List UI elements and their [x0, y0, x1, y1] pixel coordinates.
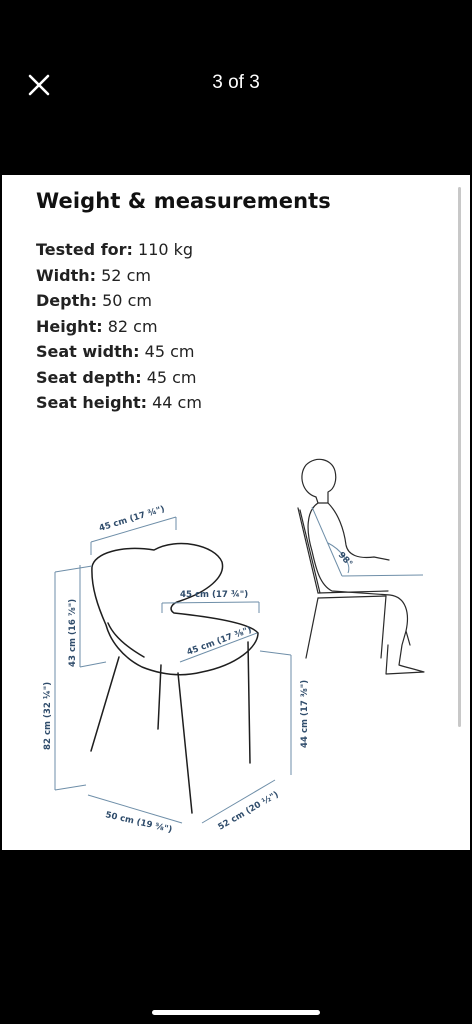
dim-total-height: 82 cm (32 ¼")	[43, 681, 53, 750]
seated-person-illustration	[298, 459, 424, 674]
spec-label: Seat depth:	[36, 367, 142, 387]
spec-seat-depth	[36, 365, 202, 391]
chair-illustration	[91, 544, 258, 813]
dim-back-height: 43 cm (16 ⅞")	[68, 598, 78, 667]
spec-label: Tested for:	[36, 240, 133, 259]
dim-seat-depth: 45 cm (17 ⅜")	[185, 625, 254, 658]
spec-label: Seat width:	[36, 342, 140, 361]
dim-seat-height: 44 cm (17 ⅜")	[300, 679, 310, 748]
spec-seat-width	[36, 339, 202, 365]
panel-title: Weight & measurements	[36, 189, 331, 213]
chair-dimension-diagram	[2, 445, 470, 850]
spec-value: 110 kg	[138, 240, 194, 259]
spec-width	[36, 263, 202, 289]
dimension-lines	[55, 517, 291, 823]
spec-height	[36, 314, 202, 340]
spec-value: 44 cm	[152, 393, 202, 412]
dim-seat-width: 45 cm (17 ¾")	[180, 590, 249, 600]
page-counter: 3 of 3	[212, 72, 260, 93]
spec-label: Depth:	[36, 291, 98, 310]
dim-depth: 50 cm (19 ⅝")	[104, 810, 173, 836]
spec-list	[36, 237, 202, 416]
measurements-panel[interactable]	[2, 175, 470, 850]
dim-recline-angle: 98°	[335, 550, 355, 570]
spec-value: 82 cm	[107, 316, 158, 336]
home-indicator[interactable]	[152, 1010, 320, 1015]
spec-seat-height	[36, 390, 202, 416]
spec-value: 45 cm	[146, 367, 197, 387]
top-bar	[0, 0, 472, 175]
spec-label: Height:	[36, 316, 103, 336]
spec-value: 50 cm	[102, 291, 152, 310]
dim-width: 52 cm (20 ½")	[216, 789, 281, 833]
spec-tested-for	[36, 237, 202, 263]
dim-back-width: 45 cm (17 ¾")	[97, 504, 167, 534]
spec-label: Seat height:	[36, 393, 148, 412]
spec-value: 45 cm	[144, 342, 195, 361]
spec-label: Width:	[36, 265, 97, 285]
spec-value: 52 cm	[101, 265, 151, 285]
spec-depth	[36, 288, 202, 314]
